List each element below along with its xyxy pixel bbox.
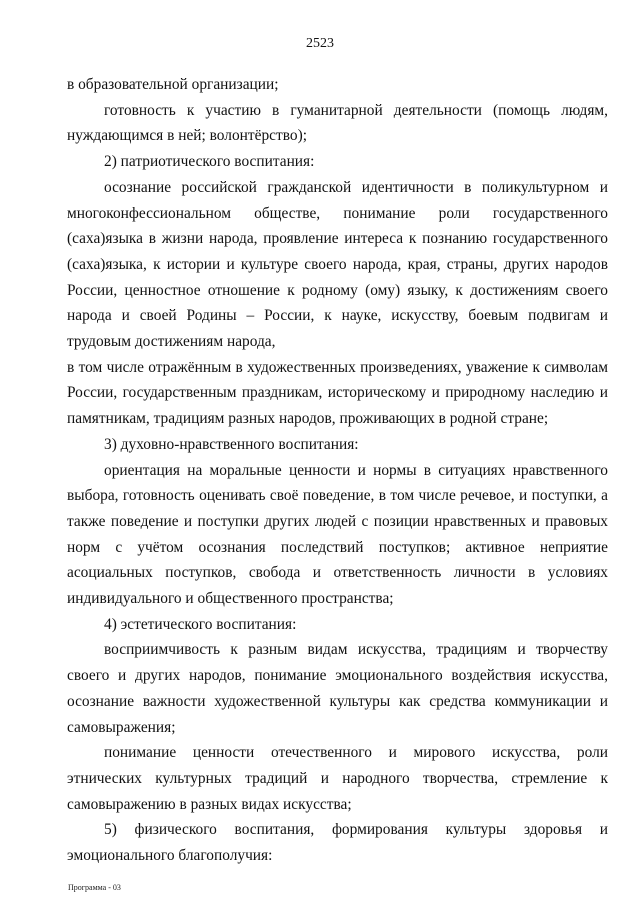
section-heading: 4) эстетического воспитания:: [104, 615, 297, 633]
paragraph: в том числе отражённым в художественных произведениях, уважение к символам России, государственным праздникам, историческому и природному наследию и памятникам, традициям разных народов, проживающих в родной стране;: [67, 358, 608, 428]
paragraph: восприимчивость к разным видам искусства, традициям и творчеству своего и других народов, понимание эмоционального воздействия искусства, осознание важности художественной культуры как средства коммуникации и самовыражения;: [67, 641, 608, 736]
paragraph: осознание российской гражданской идентичности в поликультурном и многоконфессиональном обществе, понимание роли государственного (саха)языка в жизни народа, проявление интереса к познанию государственного (саха)языка, к истории и культуре своего народа, края, страны, других народов России, ценностное отношение к родному (ому) языку, к достижениям своего народа и своей Родины – России, к науке, искусству, боевым подвигам и трудовым достижениям народа,: [67, 178, 608, 351]
paragraph: понимание ценности отечественного и мирового искусства, роли этнических культурных традиций и народного творчества, стремление к самовыражению в разных видах искусства;: [67, 744, 608, 813]
paragraph: в образовательной организации;: [67, 76, 279, 93]
document-footer: Программа - 03: [68, 883, 121, 892]
page-number: 2523: [306, 36, 334, 51]
section-heading: 3) духовно-нравственного воспитания:: [104, 435, 359, 453]
document-body: [67, 72, 608, 869]
paragraph: ориентация на моральные ценности и нормы в ситуациях нравственного выбора, готовность оценивать своё поведение, в том числе речевое, и поступки, а также поведение и поступки других людей с позиции нравственных и правовых норм с учётом осознания последствий поступков; активное неприятие асоциальных поступков, свобода и ответственность личности в условиях индивидуального и общественного пространства;: [67, 461, 608, 608]
section-heading: 5) физического воспитания, формирования культуры здоровья и эмоционального благополучия:: [67, 821, 608, 865]
section-heading: 2) патриотического воспитания:: [104, 153, 315, 171]
paragraph: готовность к участию в гуманитарной деятельности (помощь людям, нуждающимся в ней; волонтёрство);: [67, 101, 608, 145]
